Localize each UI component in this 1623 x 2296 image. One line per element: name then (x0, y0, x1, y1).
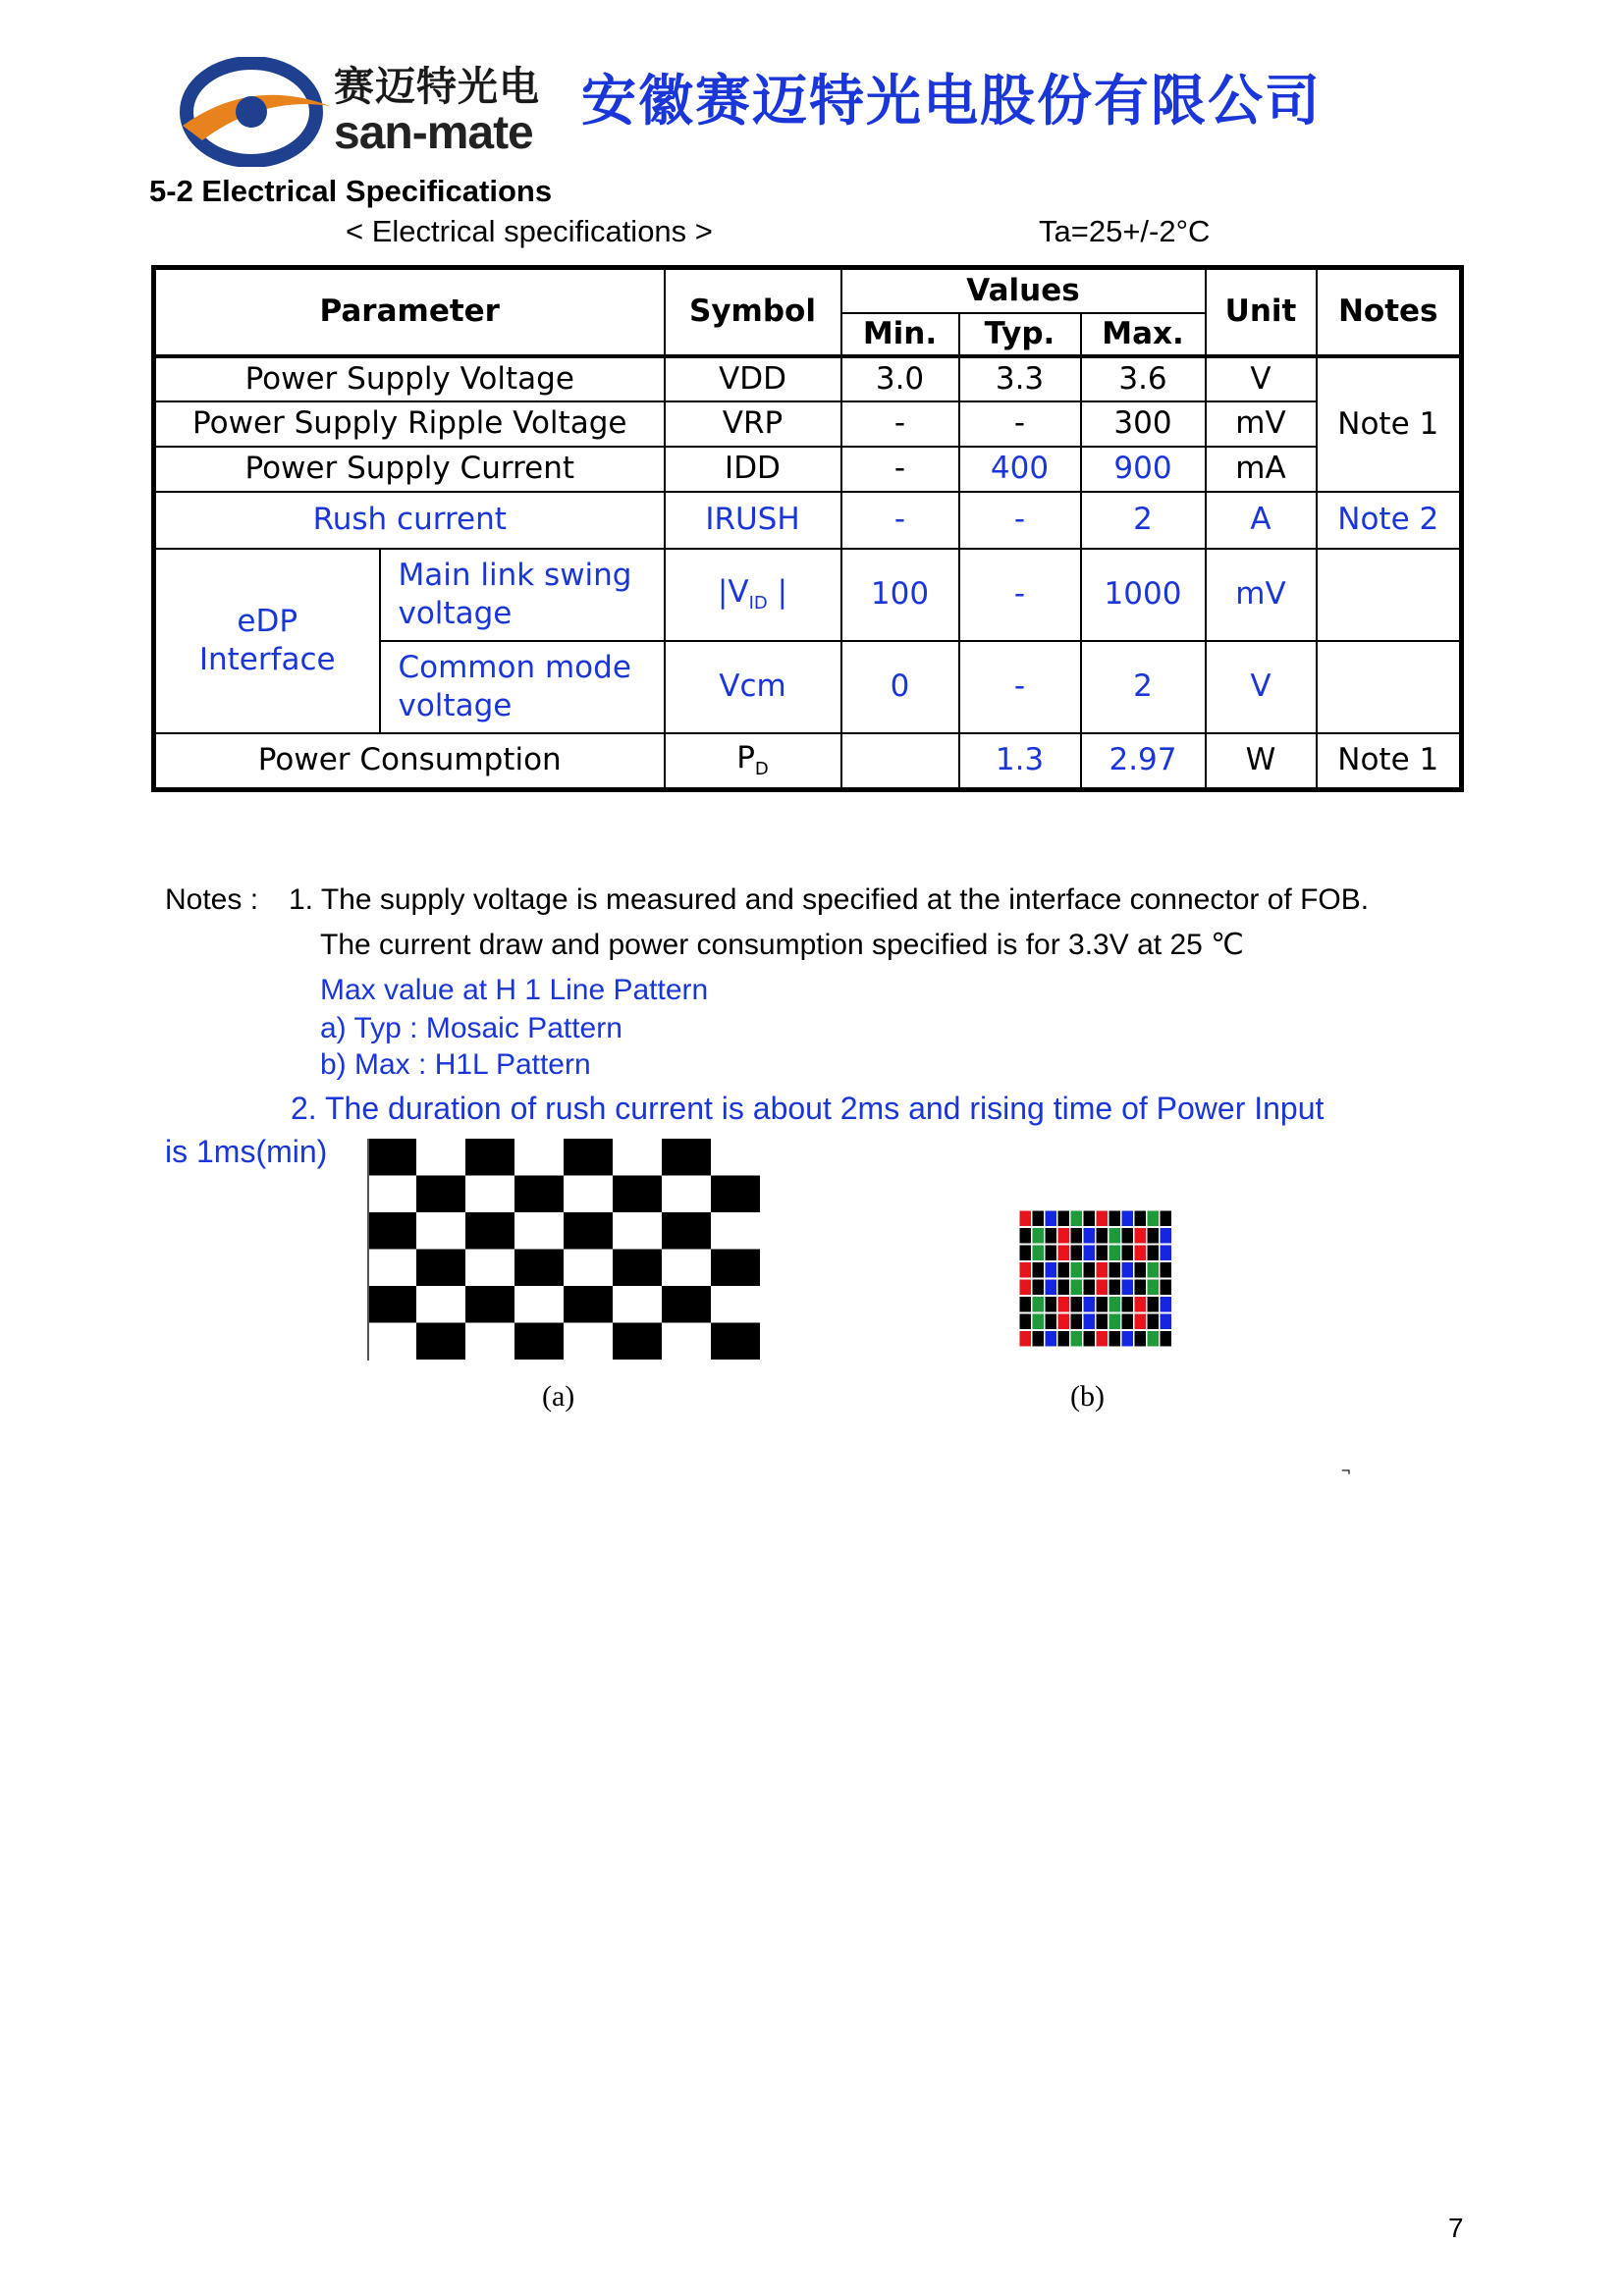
mosaic-subpixel (1097, 1331, 1109, 1347)
mosaic-subpixel (1071, 1246, 1083, 1261)
param-cell: Main link swing voltage (380, 549, 665, 641)
mosaic-subpixel (1122, 1297, 1134, 1312)
typ-cell: 400 (959, 447, 1081, 492)
mosaic-subpixel (1122, 1211, 1134, 1227)
mosaic-subpixel (1058, 1280, 1070, 1296)
checker-square (465, 1212, 514, 1250)
note-line: b) Max : H1L Pattern (320, 1048, 591, 1081)
mosaic-subpixel (1033, 1280, 1045, 1296)
mosaic-subpixel (1020, 1211, 1032, 1227)
header-typ: Typ. (959, 313, 1081, 356)
mosaic-subpixel (1161, 1246, 1172, 1261)
mosaic-subpixel (1033, 1246, 1045, 1261)
mosaic-subpixel (1109, 1280, 1121, 1296)
temperature-condition: Ta=25+/-2°C (1039, 214, 1211, 248)
electrical-spec-table (151, 265, 1464, 792)
symbol-cell (665, 549, 841, 641)
note-cell (1317, 641, 1462, 733)
max-cell: 1000 (1081, 549, 1206, 641)
mosaic-subpixel (1109, 1228, 1121, 1244)
symbol-cell (665, 733, 841, 790)
mosaic-subpixel (1097, 1246, 1109, 1261)
max-cell: 2.97 (1081, 733, 1206, 790)
header-notes: Notes (1317, 268, 1462, 356)
param-cell: Power Supply Voltage (154, 356, 665, 401)
mosaic-subpixel (1071, 1280, 1083, 1296)
typ-cell: - (959, 492, 1081, 549)
symbol-subscript: ID (748, 593, 768, 614)
mosaic-subpixel (1135, 1331, 1147, 1347)
mosaic-subpixel (1046, 1331, 1057, 1347)
mosaic-subpixel (1109, 1246, 1121, 1261)
mosaic-subpixel (1161, 1331, 1172, 1347)
mosaic-subpixel (1033, 1262, 1045, 1278)
note-line: 2. The duration of rush current is about 2ms and rising time of Power Input (291, 1091, 1325, 1126)
typ-cell: - (959, 401, 1081, 447)
checker-square (662, 1286, 711, 1323)
mosaic-pattern (1019, 1210, 1172, 1348)
mosaic-subpixel (1033, 1211, 1045, 1227)
checker-square (711, 1176, 760, 1213)
max-cell: 900 (1081, 447, 1206, 492)
logo-chinese-name: 赛迈特光电 (334, 64, 540, 109)
typ-cell: - (959, 549, 1081, 641)
mosaic-subpixel (1148, 1280, 1160, 1296)
min-cell: 0 (841, 641, 959, 733)
param-cell: Power Supply Current (154, 447, 665, 492)
typ-cell: 1.3 (959, 733, 1081, 790)
mosaic-subpixel (1084, 1228, 1096, 1244)
mosaic-subpixel (1097, 1314, 1109, 1330)
mosaic-subpixel (1161, 1297, 1172, 1312)
symbol-cell: IDD (665, 447, 841, 492)
mosaic-subpixel (1161, 1314, 1172, 1330)
mosaic-subpixel (1135, 1280, 1147, 1296)
stray-mark: ¬ (1341, 1463, 1351, 1479)
symbol-tail: | (767, 574, 788, 611)
figure-caption-a: (a) (542, 1380, 575, 1413)
mosaic-subpixel (1046, 1246, 1057, 1261)
header-values: Values (841, 268, 1206, 313)
note-line: Max value at H 1 Line Pattern (320, 974, 709, 1006)
company-name: 安徽赛迈特光电股份有限公司 (581, 70, 1322, 132)
mosaic-subpixel (1148, 1262, 1160, 1278)
min-cell: - (841, 447, 959, 492)
mosaic-subpixel (1122, 1262, 1134, 1278)
max-cell: 3.6 (1081, 356, 1206, 401)
symbol-cell: VRP (665, 401, 841, 447)
param-cell: Rush current (154, 492, 665, 549)
symbol-cell: VDD (665, 356, 841, 401)
mosaic-subpixel (1097, 1262, 1109, 1278)
header-unit: Unit (1206, 268, 1317, 356)
max-cell: 2 (1081, 641, 1206, 733)
mosaic-subpixel (1148, 1228, 1160, 1244)
mosaic-subpixel (1046, 1211, 1057, 1227)
checker-square (662, 1139, 711, 1176)
header-symbol: Symbol (665, 268, 841, 356)
checker-square (613, 1323, 662, 1361)
checker-square (514, 1323, 564, 1361)
mosaic-subpixel (1084, 1211, 1096, 1227)
table-row (154, 549, 1462, 641)
mosaic-subpixel (1122, 1246, 1134, 1261)
mosaic-subpixel (1109, 1314, 1121, 1330)
checker-square (514, 1176, 564, 1213)
checker-square (564, 1139, 613, 1176)
symbol-cell: Vcm (665, 641, 841, 733)
table-row (154, 401, 1462, 447)
mosaic-subpixel (1033, 1297, 1045, 1312)
max-cell: 2 (1081, 492, 1206, 549)
mosaic-subpixel (1135, 1228, 1147, 1244)
mosaic-subpixel (1084, 1246, 1096, 1261)
mosaic-subpixel (1109, 1331, 1121, 1347)
note-line: 1. The supply voltage is measured and specified at the interface connector of FOB. (289, 883, 1370, 916)
unit-cell: mV (1206, 401, 1317, 447)
mosaic-subpixel (1084, 1262, 1096, 1278)
notes-label: Notes : (165, 883, 259, 916)
checker-square (613, 1250, 662, 1287)
mosaic-subpixel (1071, 1297, 1083, 1312)
mosaic-subpixel (1122, 1314, 1134, 1330)
mosaic-subpixel (1020, 1262, 1032, 1278)
mosaic-subpixel (1020, 1280, 1032, 1296)
note-line: is 1ms(min) (165, 1134, 328, 1169)
table-caption: < Electrical specifications > (346, 214, 713, 248)
logo-core (236, 96, 267, 128)
mosaic-subpixel (1122, 1331, 1134, 1347)
checkerboard-pattern (367, 1139, 760, 1361)
symbol-cell: IRUSH (665, 492, 841, 549)
min-cell: - (841, 401, 959, 447)
checker-square (416, 1250, 465, 1287)
mosaic-subpixel (1046, 1314, 1057, 1330)
unit-cell: V (1206, 641, 1317, 733)
group-label-line: Interface (198, 641, 336, 677)
max-cell: 300 (1081, 401, 1206, 447)
mosaic-subpixel (1161, 1262, 1172, 1278)
mosaic-subpixel (1122, 1228, 1134, 1244)
min-cell: 100 (841, 549, 959, 641)
header-max: Max. (1081, 313, 1206, 356)
mosaic-subpixel (1033, 1314, 1045, 1330)
mosaic-subpixel (1020, 1331, 1032, 1347)
mosaic-subpixel (1148, 1331, 1160, 1347)
symbol-main: P (736, 740, 755, 776)
note-cell (1317, 549, 1462, 641)
checker-square (465, 1139, 514, 1176)
mosaic-subpixel (1135, 1246, 1147, 1261)
mosaic-subpixel (1148, 1314, 1160, 1330)
mosaic-subpixel (1058, 1314, 1070, 1330)
mosaic-subpixel (1097, 1297, 1109, 1312)
typ-cell: 3.3 (959, 356, 1081, 401)
checker-square (416, 1323, 465, 1361)
mosaic-subpixel (1046, 1297, 1057, 1312)
param-cell: Power Consumption (154, 733, 665, 790)
checker-square (367, 1212, 416, 1250)
mosaic-subpixel (1020, 1246, 1032, 1261)
checker-square (662, 1212, 711, 1250)
mosaic-subpixel (1084, 1297, 1096, 1312)
mosaic-subpixel (1084, 1314, 1096, 1330)
mosaic-subpixel (1071, 1262, 1083, 1278)
param-cell: Power Supply Ripple Voltage (154, 401, 665, 447)
mosaic-subpixel (1135, 1314, 1147, 1330)
param-cell: Common mode voltage (380, 641, 665, 733)
unit-cell: V (1206, 356, 1317, 401)
mosaic-subpixel (1058, 1262, 1070, 1278)
mosaic-subpixel (1122, 1280, 1134, 1296)
mosaic-subpixel (1109, 1297, 1121, 1312)
unit-cell: mV (1206, 549, 1317, 641)
checker-square (367, 1139, 416, 1176)
mosaic-subpixel (1109, 1262, 1121, 1278)
mosaic-subpixel (1058, 1211, 1070, 1227)
table-row (154, 447, 1462, 492)
mosaic-subpixel (1020, 1314, 1032, 1330)
mosaic-subpixel (1046, 1280, 1057, 1296)
mosaic-subpixel (1033, 1228, 1045, 1244)
mosaic-subpixel (1097, 1228, 1109, 1244)
symbol-subscript: D (754, 759, 769, 780)
page-number: 7 (1448, 2213, 1464, 2243)
table-row (154, 356, 1462, 401)
mosaic-subpixel (1071, 1314, 1083, 1330)
min-cell (841, 733, 959, 790)
section-title: 5-2 Electrical Specifications (149, 174, 553, 208)
checker-square (613, 1176, 662, 1213)
mosaic-subpixel (1148, 1297, 1160, 1312)
mosaic-subpixel (1148, 1211, 1160, 1227)
typ-cell: - (959, 641, 1081, 733)
mosaic-subpixel (1161, 1211, 1172, 1227)
note-line: The current draw and power consumption specified is for 3.3V at 25 ℃ (320, 929, 1244, 961)
mosaic-subpixel (1148, 1246, 1160, 1261)
mosaic-subpixel (1071, 1211, 1083, 1227)
mosaic-subpixel (1161, 1280, 1172, 1296)
mosaic-subpixel (1033, 1331, 1045, 1347)
note-cell: Note 1 (1317, 356, 1462, 492)
mosaic-subpixel (1084, 1331, 1096, 1347)
mosaic-subpixel (1135, 1262, 1147, 1278)
min-cell: - (841, 492, 959, 549)
mosaic-subpixel (1046, 1228, 1057, 1244)
mosaic-subpixel (1071, 1228, 1083, 1244)
mosaic-subpixel (1135, 1297, 1147, 1312)
figure-caption-b: (b) (1070, 1380, 1105, 1413)
mosaic-subpixel (1084, 1280, 1096, 1296)
note-cell: Note 1 (1317, 733, 1462, 790)
unit-cell: W (1206, 733, 1317, 790)
mosaic-subpixel (1058, 1228, 1070, 1244)
mosaic-subpixel (1046, 1262, 1057, 1278)
mosaic-subpixel (1135, 1211, 1147, 1227)
mosaic-subpixel (1058, 1246, 1070, 1261)
unit-cell: mA (1206, 447, 1317, 492)
header-parameter: Parameter (154, 268, 665, 356)
group-label-line: eDP (237, 603, 298, 639)
mosaic-subpixel (1020, 1228, 1032, 1244)
table-row (154, 733, 1462, 790)
checker-square (564, 1212, 613, 1250)
checker-square (367, 1286, 416, 1323)
mosaic-subpixel (1097, 1280, 1109, 1296)
mosaic-subpixel (1097, 1211, 1109, 1227)
checker-square (711, 1323, 760, 1361)
header-min: Min. (841, 313, 959, 356)
mosaic-subpixel (1058, 1331, 1070, 1347)
checker-square (711, 1250, 760, 1287)
mosaic-subpixel (1020, 1297, 1032, 1312)
checker-square (514, 1250, 564, 1287)
checker-square (564, 1286, 613, 1323)
table-row (154, 492, 1462, 549)
mosaic-subpixel (1058, 1297, 1070, 1312)
mosaic-subpixel (1109, 1211, 1121, 1227)
unit-cell: A (1206, 492, 1317, 549)
symbol-main: |V (717, 574, 749, 611)
min-cell: 3.0 (841, 356, 959, 401)
logo-english-name: san-mate (334, 107, 533, 159)
note-cell: Note 2 (1317, 492, 1462, 549)
note-line: a) Typ : Mosaic Pattern (320, 1012, 622, 1044)
mosaic-subpixel (1161, 1228, 1172, 1244)
mosaic-subpixel (1071, 1331, 1083, 1347)
checker-square (416, 1176, 465, 1213)
checker-square (465, 1286, 514, 1323)
group-label-edp (154, 549, 380, 733)
